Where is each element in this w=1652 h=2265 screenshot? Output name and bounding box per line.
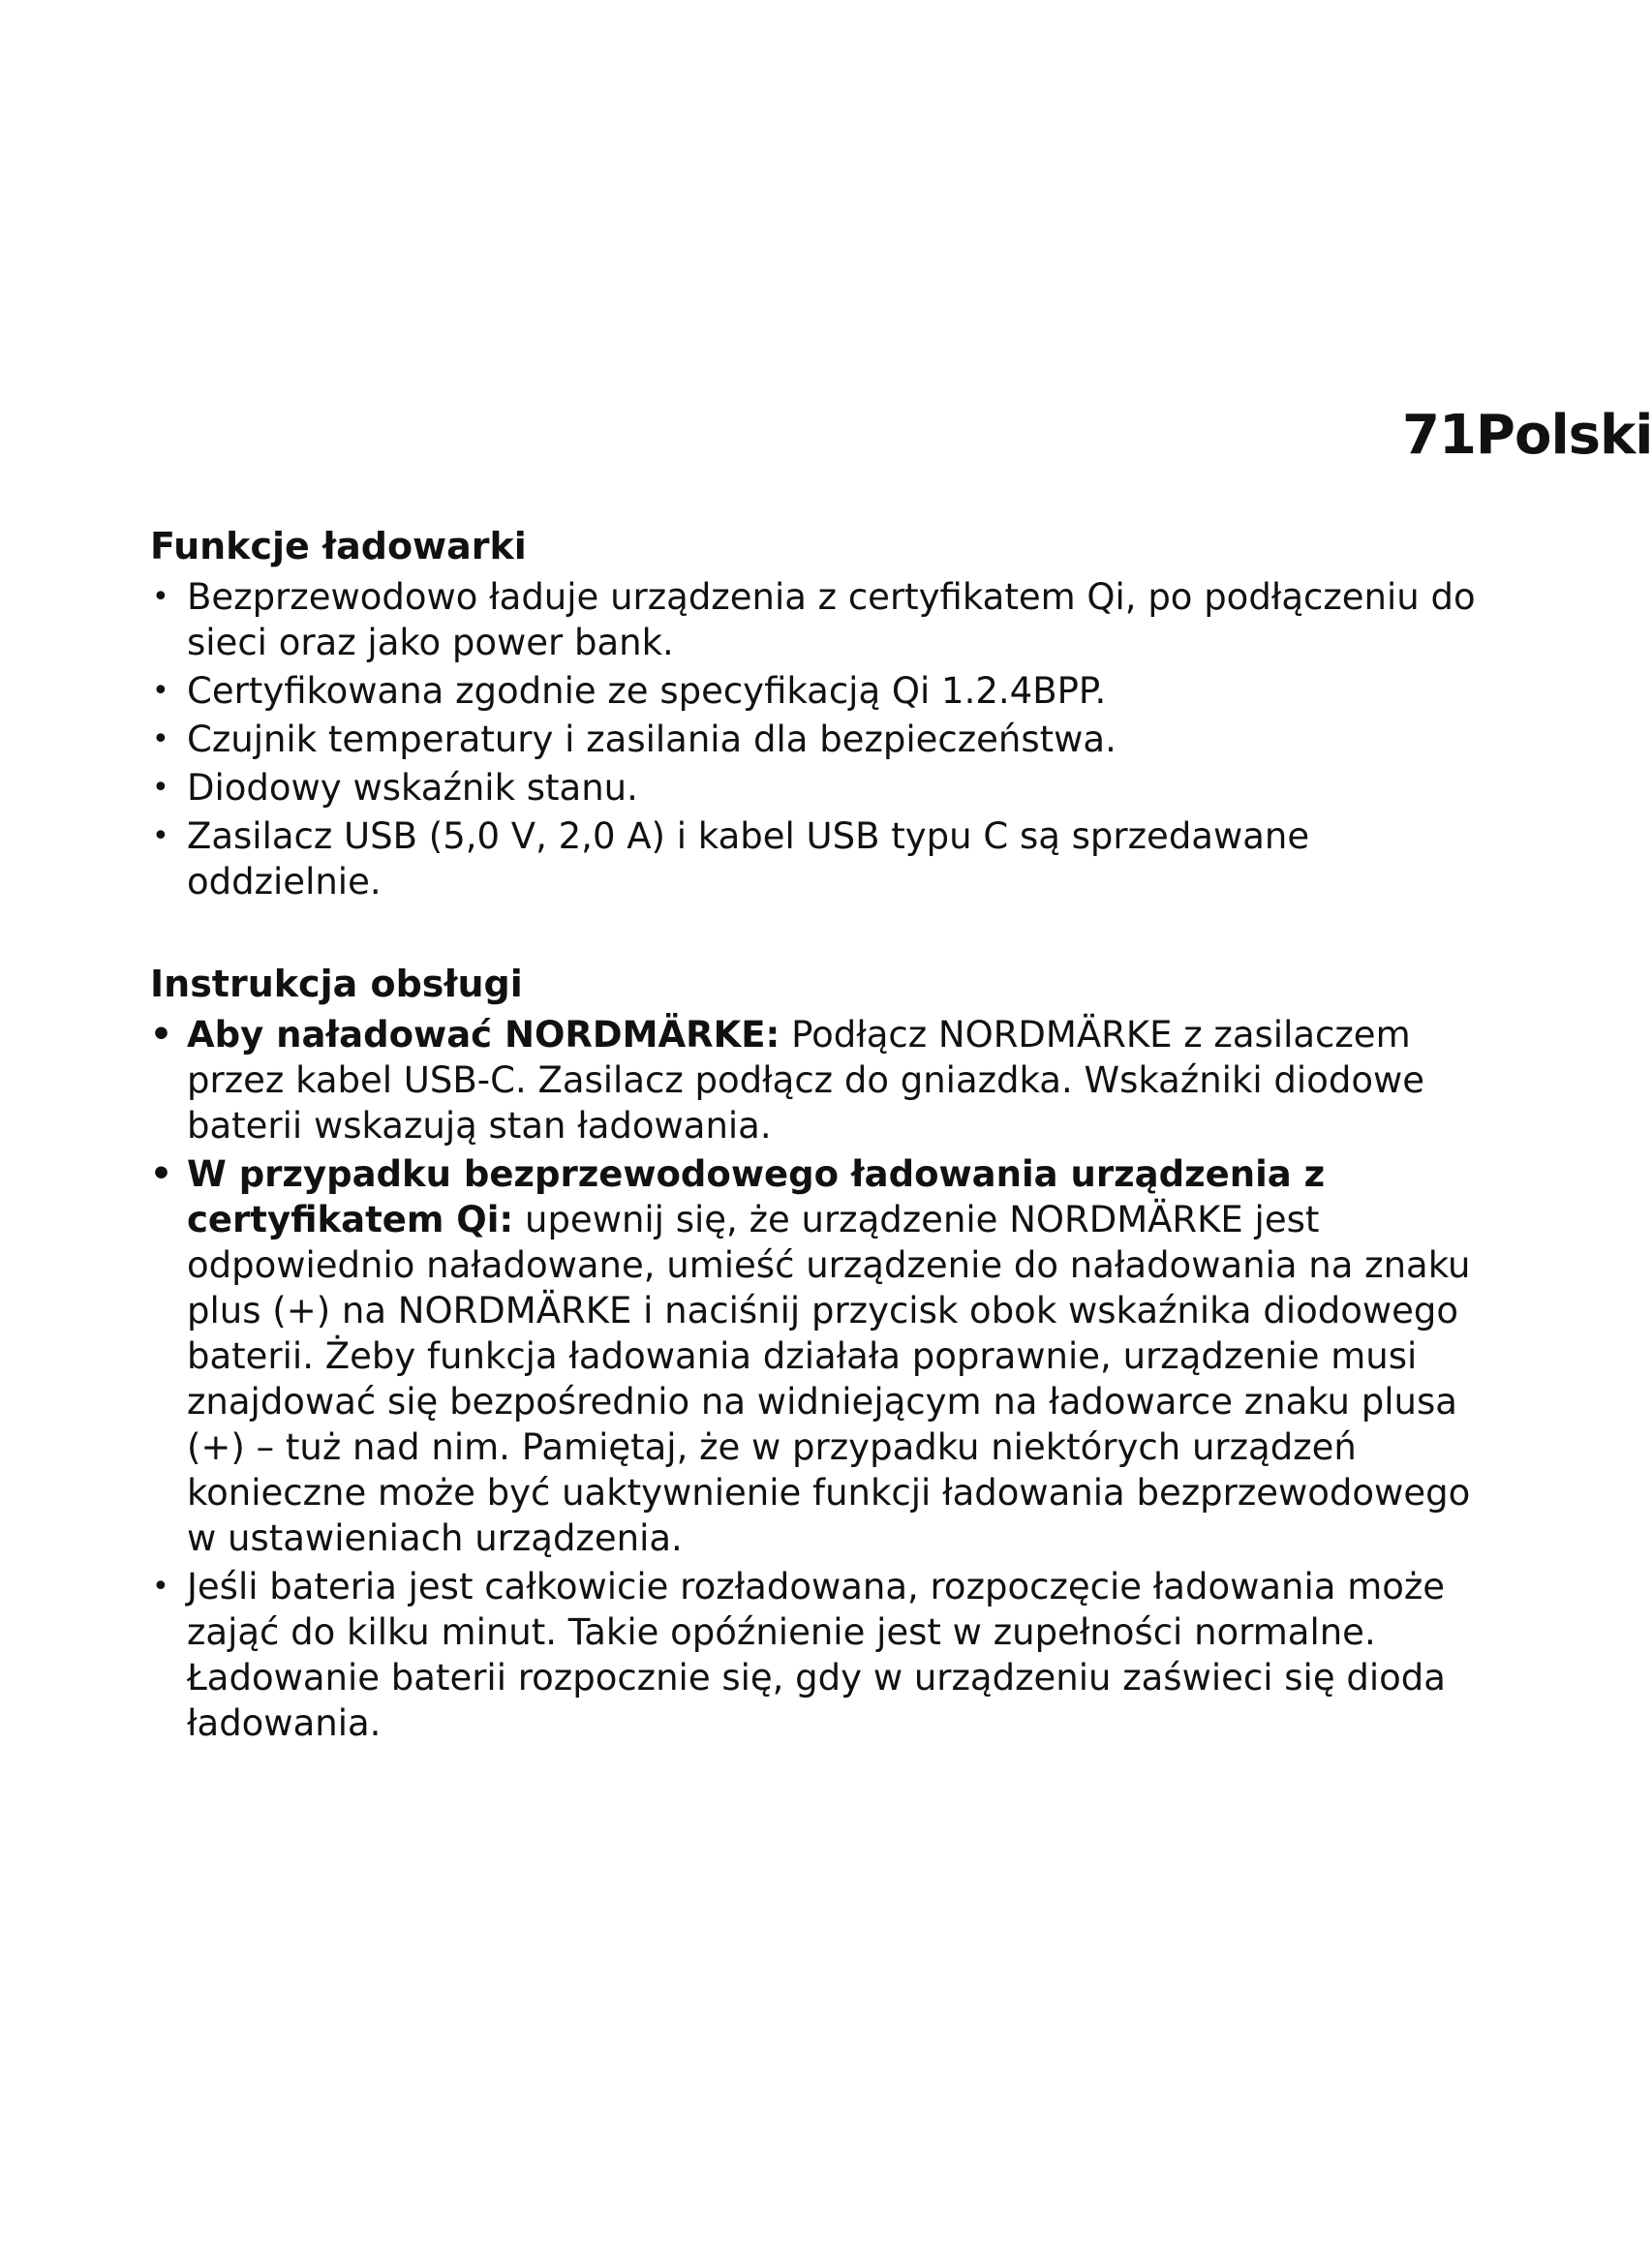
bullet-icon: •	[152, 771, 169, 805]
page-number-header: 71Polski	[1402, 404, 1652, 467]
list-item-text: Jeśli bateria jest całkowicie rozładowana, rozpoczęcie ładowania może zająć do kilku minut. Takie opóźnienie jest w zupełności normalne. Ładowanie baterii rozpocznie się, gdy w urządzeniu zaświeci się dioda ładowania.	[187, 1566, 1446, 1744]
list-item	[150, 574, 1506, 665]
list-item	[150, 668, 1506, 714]
bullet-icon: •	[150, 1154, 173, 1194]
list-item	[150, 765, 1506, 811]
bullet-icon: •	[152, 674, 169, 708]
bullet-icon: •	[152, 1570, 169, 1604]
list-item-text: Podłącz NORDMÄRKE z zasilaczem przez kabel USB-C. Zasilacz podłącz do gniazdka. Wskaźniki diodowe baterii wskazują stan ładowania.	[187, 1014, 1424, 1147]
instructions-list	[150, 1012, 1506, 1746]
list-item-lead: Aby naładować NORDMÄRKE:	[187, 1014, 780, 1056]
bullet-icon: •	[150, 1015, 173, 1055]
list-item	[150, 1151, 1506, 1561]
list-item	[150, 1564, 1506, 1746]
document-body	[150, 518, 1506, 1749]
section-heading-features: Funkcje ładowarki	[150, 525, 527, 567]
list-item-lead: W przypadku bezprzewodowego ładowania urządzenia z certyfikatem Qi:	[187, 1153, 1326, 1240]
section-heading-instructions: Instrukcja obsługi	[150, 963, 523, 1005]
list-item-text: Czujnik temperatury i zasilania dla bezpieczeństwa.	[187, 719, 1117, 760]
features-list	[150, 574, 1506, 904]
list-item	[150, 1012, 1506, 1148]
list-item	[150, 717, 1506, 762]
bullet-icon: •	[152, 580, 169, 614]
list-item-text: Bezprzewodowo ładuje urządzenia z certyfikatem Qi, po podłączeniu do sieci oraz jako power bank.	[187, 576, 1476, 663]
bullet-icon: •	[152, 819, 169, 853]
section-spacer	[150, 907, 1506, 956]
bullet-icon: •	[152, 722, 169, 756]
list-item-text: Certyfikowana zgodnie ze specyfikacją Qi 1.2.4BPP.	[187, 670, 1107, 712]
list-item-text: upewnij się, że urządzenie NORDMÄRKE jest odpowiednio naładowane, umieść urządzenie do naładowania na znaku plus (+) na NORDMÄRKE i naciśnij przycisk obok wskaźnika diodowego baterii. Żeby funkcja ładowania działała poprawnie, urządzenie musi znajdować się bezpośrednio na widniejącym na ładowarce znaku plusa (+) – tuż nad nim. Pamiętaj, że w przypadku niektórych urządzeń konieczne może być uaktywnienie funkcji ładowania bezprzewodowego w ustawieniach urządzenia.	[187, 1199, 1471, 1559]
list-item	[150, 813, 1506, 904]
list-item-text: Zasilacz USB (5,0 V, 2,0 A) i kabel USB typu C są sprzedawane oddzielnie.	[187, 815, 1310, 903]
list-item-text: Diodowy wskaźnik stanu.	[187, 767, 638, 809]
